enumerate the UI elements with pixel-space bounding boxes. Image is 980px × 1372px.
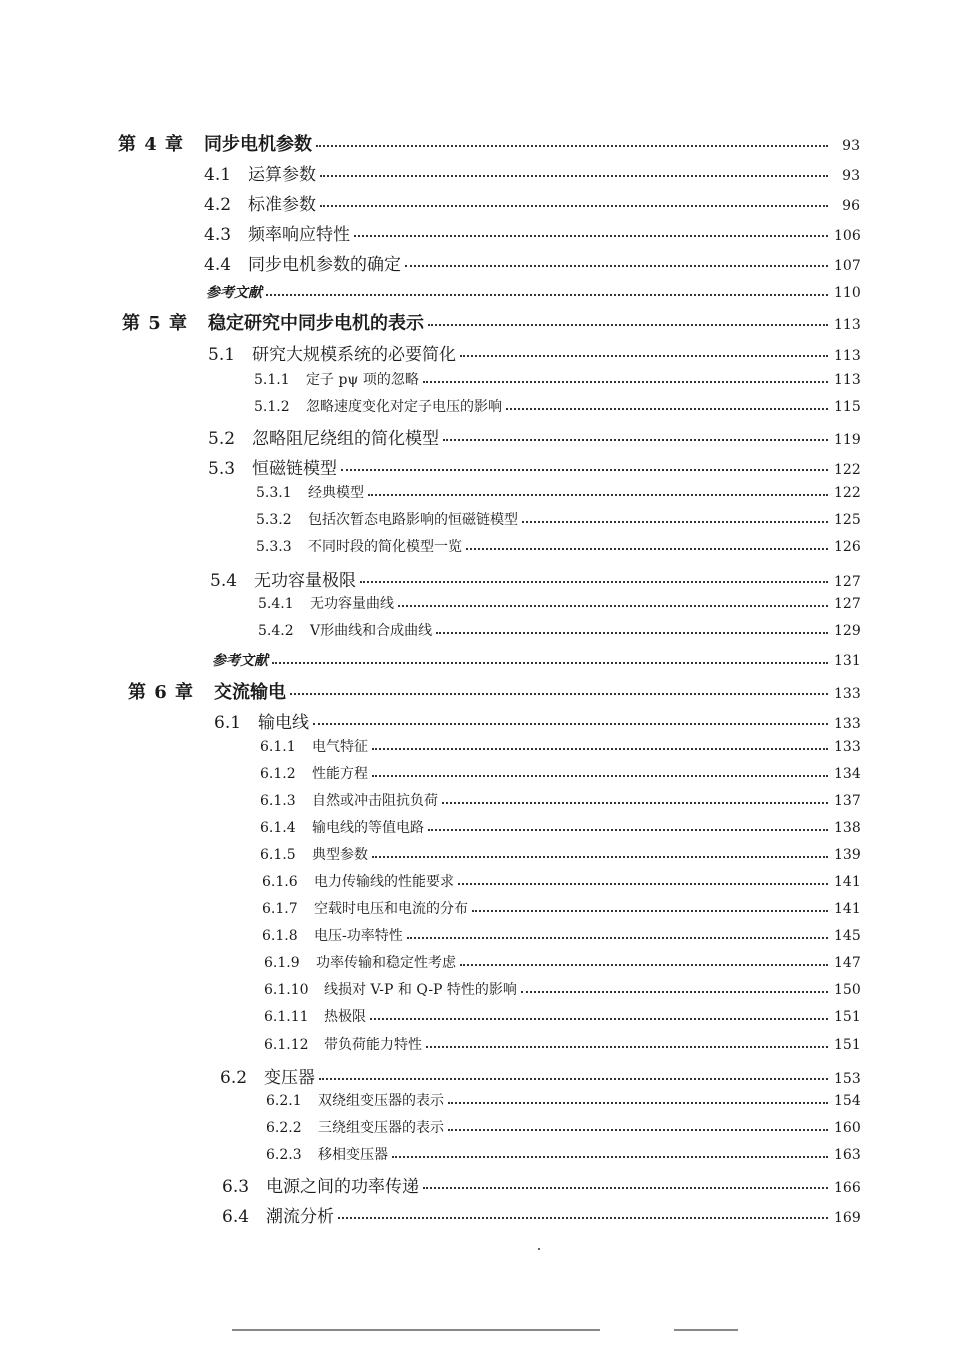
subsection-title: 包括次暂态电路影响的恒磁链模型 [308, 512, 518, 528]
section-number: 5.3 [208, 459, 236, 479]
subsection-number: 6.1.6 [262, 874, 298, 890]
subsection-title: 典型参数 [312, 847, 368, 863]
chapter-number: 第 6 章 [128, 682, 195, 703]
dot-leader [370, 1018, 828, 1020]
page-number: 133 [834, 739, 861, 755]
page-number: 129 [834, 623, 861, 639]
toc-subsection-5-3-2[interactable] [256, 509, 860, 529]
dot-leader [368, 494, 828, 496]
references-title: 参考文献 [212, 653, 268, 669]
toc-subsection-5-1-2[interactable] [254, 396, 860, 416]
subsection-title: 忽略速度变化对定子电压的影响 [306, 399, 502, 415]
toc-subsection-5-1-1[interactable] [254, 369, 860, 389]
page-number: 134 [834, 766, 861, 782]
dot-leader [423, 381, 828, 383]
dot-leader [428, 324, 828, 326]
subsection-number: 6.1.5 [260, 847, 296, 863]
toc-subsection-5-4-1[interactable] [258, 593, 860, 613]
page-number: 93 [842, 138, 860, 154]
toc-section-5-4[interactable] [210, 566, 860, 591]
toc-subsection-6-1-11[interactable] [264, 1006, 860, 1026]
toc-subsection-6-2-1[interactable] [266, 1090, 860, 1110]
subsection-number: 6.1.4 [260, 820, 296, 836]
section-number: 5.2 [208, 429, 236, 449]
section-title: 同步电机参数的确定 [248, 255, 401, 275]
page-number: 131 [834, 653, 861, 669]
toc-section-6-3[interactable] [222, 1172, 860, 1197]
dot-leader [341, 469, 828, 471]
section-title: 电源之间的功率传递 [266, 1177, 419, 1197]
section-number: 5.4 [210, 571, 238, 591]
subsection-title: 双绕组变压器的表示 [318, 1093, 444, 1109]
section-title: 频率响应特性 [248, 225, 350, 245]
subsection-title: 性能方程 [312, 766, 368, 782]
section-number: 4.4 [204, 255, 232, 275]
toc-section-6-4[interactable] [222, 1202, 860, 1227]
page-number: 150 [834, 982, 861, 998]
page-number: 125 [834, 512, 861, 528]
subsection-number: 6.1.10 [264, 982, 309, 998]
page-number: 166 [834, 1180, 861, 1196]
page-number: 151 [834, 1037, 861, 1053]
subsection-number: 5.4.2 [258, 623, 294, 639]
dot-leader [320, 175, 828, 177]
dot-leader [360, 581, 828, 583]
dot-leader [428, 829, 828, 831]
section-title: 潮流分析 [266, 1207, 334, 1227]
section-title: 研究大规模系统的必要简化 [252, 345, 456, 365]
subsection-number: 5.3.1 [256, 485, 292, 501]
section-title: 无功容量极限 [254, 571, 356, 591]
dot-leader [460, 355, 828, 357]
toc-subsection-5-3-3[interactable] [256, 536, 860, 556]
scan-speck [538, 1248, 540, 1250]
page-number: 147 [834, 955, 861, 971]
toc-section-6-1[interactable] [214, 708, 860, 733]
page-number: 107 [834, 258, 861, 274]
toc-references-4[interactable] [206, 282, 860, 302]
subsection-number: 6.2.3 [266, 1147, 302, 1163]
dot-leader [398, 605, 828, 607]
toc-chapter-4[interactable] [118, 130, 860, 156]
references-title: 参考文献 [206, 285, 262, 301]
subsection-number: 6.1.8 [262, 928, 298, 944]
page-number: 113 [834, 348, 861, 364]
page-number: 145 [834, 928, 861, 944]
section-title: 忽略阻尼绕组的简化模型 [252, 429, 439, 449]
toc-subsection-6-1-2[interactable] [260, 763, 860, 783]
page-number: 169 [834, 1210, 861, 1226]
page-number: 141 [834, 901, 861, 917]
dot-leader [319, 1078, 828, 1080]
page-number: 127 [834, 596, 861, 612]
page-number: 113 [834, 317, 861, 333]
toc-section-4-3[interactable] [204, 220, 860, 245]
page-number: 115 [834, 399, 861, 415]
subsection-number: 6.2.2 [266, 1120, 302, 1136]
subsection-title: 无功容量曲线 [310, 596, 394, 612]
page-number: 151 [834, 1009, 861, 1025]
page-number: 163 [834, 1147, 861, 1163]
page-number: 154 [834, 1093, 861, 1109]
toc-section-4-4[interactable] [204, 250, 860, 275]
page-number: 110 [834, 285, 861, 301]
subsection-title: 电压-功率特性 [314, 928, 403, 944]
dot-leader [466, 548, 828, 550]
toc-subsection-6-1-1[interactable] [260, 736, 860, 756]
chapter-number: 第 4 章 [118, 134, 185, 155]
subsection-number: 6.1.9 [264, 955, 300, 971]
section-number: 4.3 [204, 225, 232, 245]
subsection-number: 5.3.3 [256, 539, 292, 555]
page-number: 160 [834, 1120, 861, 1136]
dot-leader [458, 883, 828, 885]
page-number: 138 [834, 820, 861, 836]
dot-leader [372, 775, 828, 777]
dot-leader [290, 693, 828, 695]
toc-subsection-6-1-8[interactable] [262, 925, 860, 945]
toc-subsection-6-1-7[interactable] [262, 898, 860, 918]
dot-leader [472, 910, 828, 912]
dot-leader [522, 521, 828, 523]
subsection-title: 输电线的等值电路 [312, 820, 424, 836]
toc-chapter-6[interactable] [128, 678, 860, 704]
page-number: 96 [842, 198, 860, 214]
toc-subsection-6-1-6[interactable] [262, 871, 860, 891]
dot-leader [354, 235, 828, 237]
subsection-title: 功率传输和稳定性考虑 [316, 955, 456, 971]
subsection-number: 5.4.1 [258, 596, 294, 612]
section-number: 4.2 [204, 195, 232, 215]
dot-leader [392, 1156, 828, 1158]
dot-leader [316, 145, 828, 147]
toc-section-6-2[interactable] [220, 1063, 860, 1088]
page-number: 93 [842, 168, 860, 184]
section-title: 恒磁链模型 [252, 459, 337, 479]
section-title: 变压器 [264, 1068, 315, 1088]
subsection-title: 带负荷能力特性 [324, 1037, 422, 1053]
dot-leader [313, 723, 828, 725]
subsection-number: 6.1.11 [264, 1009, 309, 1025]
section-number: 6.1 [214, 713, 242, 733]
page-number: 153 [834, 1071, 861, 1087]
dot-leader [521, 991, 828, 993]
chapter-title: 稳定研究中同步电机的表示 [208, 313, 424, 334]
toc-subsection-6-1-12[interactable] [264, 1034, 860, 1054]
dot-leader [426, 1046, 828, 1048]
subsection-title: 电气特征 [312, 739, 368, 755]
toc-references-5[interactable] [212, 650, 860, 670]
subsection-title: V形曲线和合成曲线 [310, 623, 433, 639]
toc-section-4-2[interactable] [204, 190, 860, 215]
dot-leader [506, 408, 828, 410]
subsection-title: 自然或冲击阻抗负荷 [312, 793, 438, 809]
page-number: 133 [834, 686, 861, 702]
chapter-title: 同步电机参数 [204, 134, 312, 155]
dot-leader [372, 748, 828, 750]
page-number: 106 [834, 228, 861, 244]
dot-leader [266, 294, 828, 296]
toc-subsection-6-1-10[interactable] [264, 979, 860, 999]
toc-subsection-5-3-1[interactable] [256, 482, 860, 502]
section-title: 运算参数 [248, 165, 316, 185]
toc-subsection-6-1-3[interactable] [260, 790, 860, 810]
dot-leader [405, 265, 828, 267]
dot-leader [272, 662, 828, 664]
subsection-title: 三绕组变压器的表示 [318, 1120, 444, 1136]
subsection-title: 经典模型 [308, 485, 364, 501]
subsection-number: 6.1.1 [260, 739, 296, 755]
section-number: 5.1 [208, 345, 236, 365]
page-number: 141 [834, 874, 861, 890]
section-number: 6.2 [220, 1068, 248, 1088]
toc-subsection-6-2-3[interactable] [266, 1144, 860, 1164]
toc-section-5-1[interactable] [208, 340, 860, 365]
scan-artifact-line [674, 1329, 738, 1331]
section-title: 输电线 [258, 713, 309, 733]
subsection-number: 5.1.2 [254, 399, 290, 415]
toc-subsection-6-1-5[interactable] [260, 844, 860, 864]
page-number: 133 [834, 716, 861, 732]
section-number: 4.1 [204, 165, 232, 185]
dot-leader [448, 1129, 828, 1131]
chapter-title: 交流输电 [214, 682, 286, 703]
dot-leader [338, 1217, 828, 1219]
section-number: 6.4 [222, 1207, 250, 1227]
dot-leader [436, 632, 828, 634]
subsection-number: 6.1.3 [260, 793, 296, 809]
subsection-title: 热极限 [324, 1009, 366, 1025]
subsection-title: 空载时电压和电流的分布 [314, 901, 468, 917]
subsection-title: 移相变压器 [318, 1147, 388, 1163]
chapter-number: 第 5 章 [122, 313, 189, 334]
dot-leader [443, 439, 828, 441]
page-number: 119 [834, 432, 861, 448]
page-number: 139 [834, 847, 861, 863]
toc-subsection-6-1-9[interactable] [264, 952, 860, 972]
page-number: 122 [834, 485, 861, 501]
subsection-title: 不同时段的简化模型一览 [308, 539, 462, 555]
toc-chapter-5[interactable] [122, 309, 860, 335]
page-number: 126 [834, 539, 861, 555]
toc-section-4-1[interactable] [204, 160, 860, 185]
dot-leader [372, 856, 828, 858]
subsection-number: 5.1.1 [254, 372, 290, 388]
dot-leader [320, 205, 828, 207]
page-number: 137 [834, 793, 861, 809]
dot-leader [448, 1102, 828, 1104]
subsection-number: 6.1.12 [264, 1037, 309, 1053]
toc-subsection-5-4-2[interactable] [258, 620, 860, 640]
page-number: 113 [834, 372, 861, 388]
dot-leader [423, 1187, 828, 1189]
page-number: 122 [834, 462, 861, 478]
toc-section-5-2[interactable] [208, 424, 860, 449]
section-number: 6.3 [222, 1177, 250, 1197]
page-number: 127 [834, 574, 861, 590]
toc-subsection-6-2-2[interactable] [266, 1117, 860, 1137]
subsection-title: 电力传输线的性能要求 [314, 874, 454, 890]
subsection-title: 定子 pψ 项的忽略 [306, 372, 419, 388]
section-title: 标准参数 [248, 195, 316, 215]
subsection-number: 6.2.1 [266, 1093, 302, 1109]
subsection-number: 6.1.7 [262, 901, 298, 917]
subsection-title: 线损对 V-P 和 Q-P 特性的影响 [324, 982, 517, 998]
subsection-number: 5.3.2 [256, 512, 292, 528]
toc-subsection-6-1-4[interactable] [260, 817, 860, 837]
dot-leader [407, 937, 828, 939]
dot-leader [460, 964, 828, 966]
scan-artifact-line [232, 1329, 600, 1331]
toc-section-5-3[interactable] [208, 454, 860, 479]
dot-leader [442, 802, 828, 804]
subsection-number: 6.1.2 [260, 766, 296, 782]
